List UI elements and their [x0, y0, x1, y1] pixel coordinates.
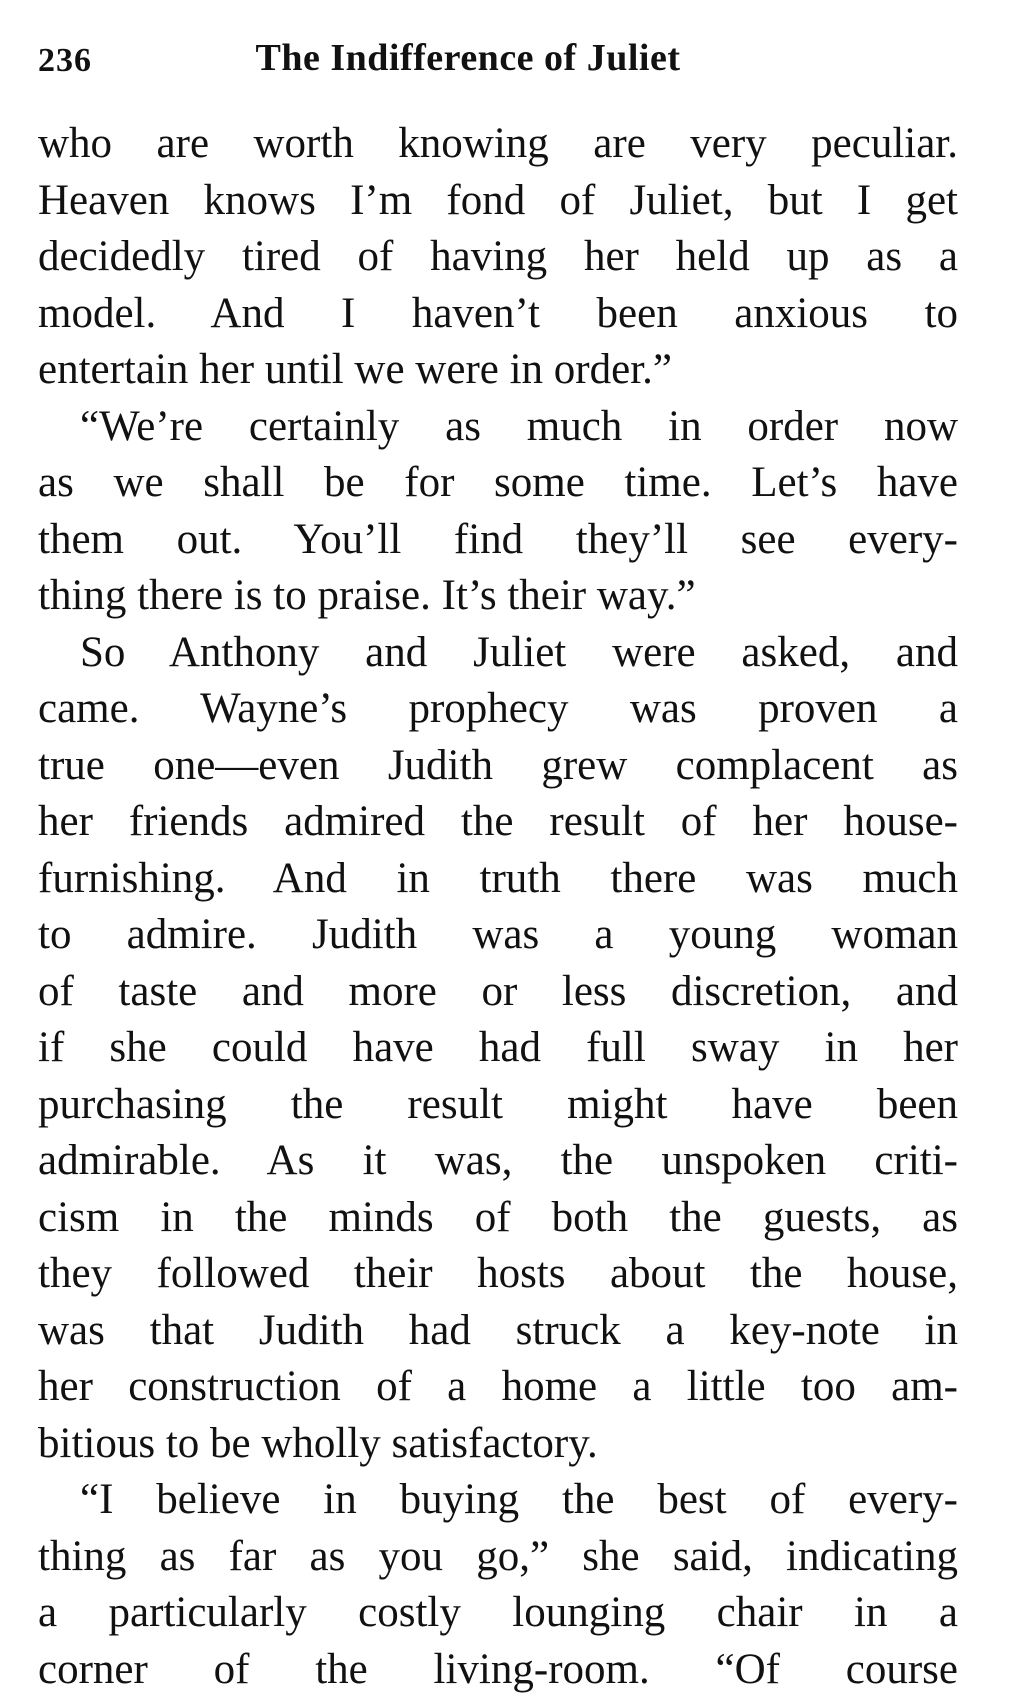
text-line: cism in the minds of both the guests, as [38, 1190, 958, 1247]
running-head [38, 30, 958, 90]
text-line: as we shall be for some time. Let’s have [38, 455, 958, 512]
page-number: 236 [38, 42, 92, 80]
text-line: thing as far as you go,” she said, indicating [38, 1529, 958, 1586]
body-text [38, 116, 958, 1698]
text-line: to admire. Judith was a young woman [38, 907, 958, 964]
text-line: was that Judith had struck a key-note in [38, 1303, 958, 1360]
text-line: came. Wayne’s prophecy was proven a [38, 681, 958, 738]
text-line: So Anthony and Juliet were asked, and [38, 625, 958, 682]
text-line: true one—even Judith grew complacent as [38, 738, 958, 795]
running-title: The Indifference of Juliet [38, 36, 898, 80]
text-line: “I believe in buying the best of every- [38, 1472, 958, 1529]
text-line: admirable. As it was, the unspoken criti- [38, 1133, 958, 1190]
text-line: corner of the living-room. “Of course [38, 1642, 958, 1698]
text-line: model. And I haven’t been anxious to [38, 286, 958, 343]
text-line: Heaven knows I’m fond of Juliet, but I get [38, 173, 958, 230]
text-line: thing there is to praise. It’s their way.” [38, 568, 958, 625]
text-line: of taste and more or less discretion, and [38, 964, 958, 1021]
text-line: they followed their hosts about the house, [38, 1246, 958, 1303]
text-line: a particularly costly lounging chair in a [38, 1585, 958, 1642]
text-line: who are worth knowing are very peculiar. [38, 116, 958, 173]
text-line: furnishing. And in truth there was much [38, 851, 958, 908]
text-line: her construction of a home a little too am- [38, 1359, 958, 1416]
text-line: entertain her until we were in order.” [38, 342, 958, 399]
text-line: decidedly tired of having her held up as a [38, 229, 958, 286]
text-line: purchasing the result might have been [38, 1077, 958, 1134]
text-line: “We’re certainly as much in order now [38, 399, 958, 456]
text-line: her friends admired the result of her house- [38, 794, 958, 851]
text-line: if she could have had full sway in her [38, 1020, 958, 1077]
text-line: bitious to be wholly satisfactory. [38, 1416, 958, 1473]
text-line: them out. You’ll find they’ll see every- [38, 512, 958, 569]
